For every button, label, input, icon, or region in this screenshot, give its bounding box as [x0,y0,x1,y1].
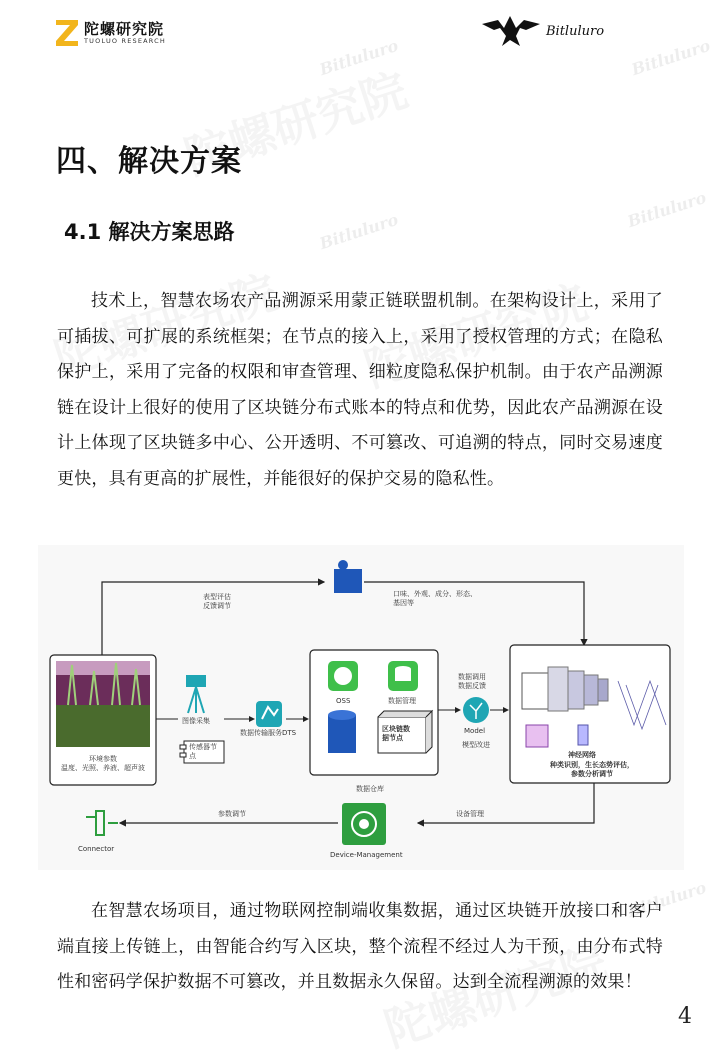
tuoluo-logo [56,20,166,46]
watermark: Bitluluro [625,187,709,232]
watermark: Bitluluro [629,35,713,80]
feedback-label: 表型评估 反馈调节 [203,593,231,610]
sensor-node-label: 传感器节 点 [189,743,217,760]
watermark: Bitluluro [317,209,401,254]
connector-label: Connector [78,845,115,853]
dragon-logo-icon [480,14,542,48]
env-params-label: 环境参数 温度、光照、养液、超声波 [61,755,145,772]
device-mgmt-label: 设备管理 [456,810,484,818]
device-management-label: Device-Management [330,851,403,859]
model-improve-label: 模型改进 [462,741,490,749]
body-paragraph-2: 在智慧农场项目，通过物联网控制端收集数据，通过区块链开放接口和客户端直接上传链上，由智能合约写入区块，整个流程不经过人为干预，由分布式特性和密码学保护数据不可篡改，并且数据永久保留。达到全流程溯源的效果！ [57,901,663,992]
blockchain-node-label: 区块链数 据节点 [382,725,410,742]
watermark: Bitluluro [317,35,401,80]
section-title: 四、解决方案 [56,144,242,179]
bitluluro-logo [480,14,604,48]
architecture-diagram [38,545,684,870]
z-logo-icon [56,20,78,46]
diagram-graphics [38,545,684,870]
image-capture-label: 图像采集 [182,717,210,725]
brand-name: Bitluluro [546,23,605,39]
page-number: 4 [678,1004,692,1029]
param-adjust-label: 参数调节 [218,810,246,818]
data-call-label: 数据调用 数据反馈 [458,673,486,690]
logo-en-text: TUOLUO RESEARCH [84,37,167,45]
logo-cn-text: 陀螺研究院 [84,20,165,38]
data-mgmt-label: 数据管理 [388,697,416,705]
quality-attrs-label: 口味、外观、成分、形态、 基因等 [393,590,477,607]
nn-desc-label: 种类识别，生长态势评估， 参数分析调节 [550,761,634,778]
warehouse-label: 数据仓库 [356,785,384,793]
model-label: Model [464,727,486,735]
watermark: Bitluluro [625,877,709,922]
nn-title-label: 神经网络 [568,751,596,759]
dts-label: 数据传输服务DTS [240,729,297,737]
page-header [0,0,720,70]
oss-label: OSS [336,697,351,705]
body-paragraph: 技术上，智慧农场农产品溯源采用蒙正链联盟机制。在架构设计上，采用了可插拔、可扩展的系统框架；在节点的接入上，采用了授权管理的方式；在隐私保护上，采用了完备的权限和审查管理、细粒度隐私保护机制。由于农产品溯源链在设计上很好的使用了区块链分布式账本的特点和优势，因此农产品溯源在设计上体现了区块链多中心、公开透明、不可篡改、可追溯的特点，同时交易速度更快，具有更高的扩展性，并能很好的保护交易的隐私性。 [57,291,663,489]
subsection-title: 4.1 解决方案思路 [64,220,235,244]
